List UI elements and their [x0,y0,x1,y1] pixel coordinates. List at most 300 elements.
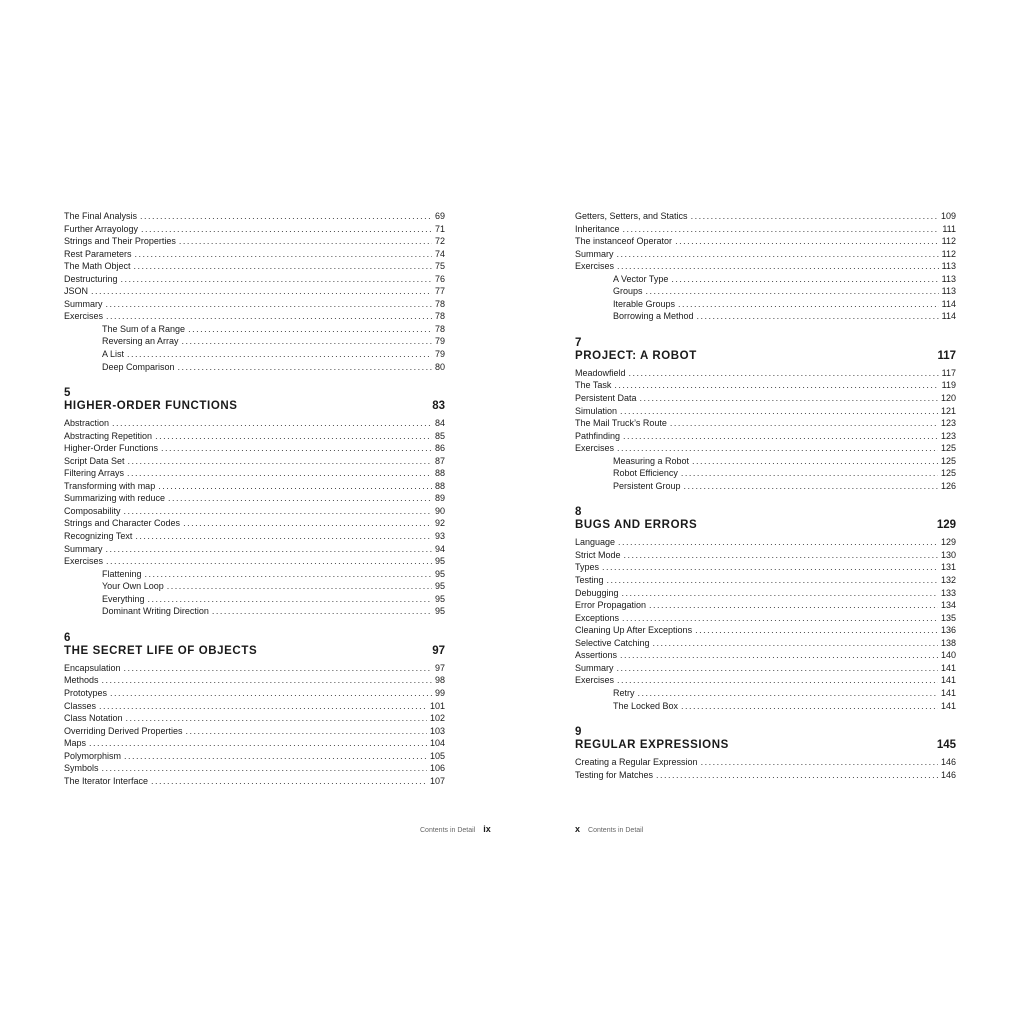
entry-page: 113 [941,261,956,272]
chapter-page: 117 [937,349,956,362]
toc-entry[interactable] [64,260,445,273]
toc-entry[interactable] [64,467,445,480]
toc-entry[interactable] [64,285,445,298]
entry-page: 113 [941,273,956,284]
toc-subentry[interactable] [64,335,445,348]
toc-subentry[interactable] [575,285,956,298]
entry-page: 95 [434,581,445,592]
footer-label: Contents in Detail [420,827,476,834]
toc-entry[interactable] [64,430,445,443]
entry-page: 79 [434,349,445,360]
entry-title: Class Notation [64,713,123,724]
dot-leader [179,235,432,248]
entry-page: 88 [434,468,445,479]
dot-leader [697,310,939,323]
toc-subentry[interactable] [64,361,445,374]
entry-title: The Task [575,380,612,391]
entry-page: 123 [940,418,956,429]
footer-label: Contents in Detail [588,827,644,834]
toc-subentry[interactable] [64,580,445,593]
chapter-heading [64,632,445,658]
entry-page: 141 [940,700,956,711]
toc-entry[interactable] [64,442,445,455]
entry-title: Destructuring [64,273,118,284]
entry-title: Methods [64,675,99,686]
toc-entry[interactable] [64,662,445,675]
entry-page: 69 [434,211,445,221]
entry-page: 85 [434,430,445,441]
toc-entry[interactable] [575,549,956,562]
dot-leader [106,310,432,323]
entry-page: 112 [941,236,956,247]
entry-title: Pathfinding [575,430,621,441]
entry-title: Robot Efficiency [613,468,678,479]
toc-entry[interactable] [575,662,956,675]
toc-subentry[interactable] [575,310,956,323]
entry-title: Summarizing with reduce [64,493,166,504]
chapter-title[interactable]: PROJECT: A ROBOT [575,349,697,362]
left-page-contents [64,210,445,787]
entry-page: 112 [941,248,956,259]
toc-entry[interactable] [64,517,445,530]
dot-leader [151,775,427,788]
dot-leader [695,624,938,637]
toc-subentry[interactable] [575,298,956,311]
dot-leader [134,260,432,273]
entry-page: 125 [940,443,956,454]
toc-entry[interactable] [64,555,445,568]
toc-subentry[interactable] [575,455,956,468]
entry-title: Encapsulation [64,662,121,673]
entry-page: 119 [941,380,956,391]
toc-entry[interactable] [575,379,956,392]
entry-page: 95 [434,556,445,567]
entry-page: 136 [940,625,956,636]
entry-page: 78 [434,298,445,309]
entry-title: Creating a Regular Expression [575,757,698,768]
dot-leader [681,467,938,480]
entry-title: Exercises [575,261,615,272]
toc-entry[interactable] [64,273,445,286]
dot-leader [178,361,432,374]
entry-page: 125 [940,455,956,466]
dot-leader [186,725,427,738]
dot-leader [620,649,938,662]
dot-leader [623,223,940,236]
toc-entry[interactable] [64,455,445,468]
toc-subentry[interactable] [575,273,956,286]
dot-leader [653,637,938,650]
toc-entry[interactable] [64,235,445,248]
dot-leader [678,298,939,311]
dot-leader [623,430,938,443]
right-page-contents [575,210,956,781]
entry-page: 102 [429,713,445,724]
toc-entry[interactable] [575,637,956,650]
entry-page: 95 [434,606,445,617]
entry-page: 134 [940,600,956,611]
dot-leader [183,517,432,530]
dot-leader [607,574,938,587]
entry-page: 130 [940,549,956,560]
toc-entry[interactable] [575,536,956,549]
entry-title: A Vector Type [613,273,669,284]
entry-title: Simulation [575,405,618,416]
dot-leader [99,700,427,713]
entry-page: 78 [434,311,445,322]
entry-title: Summary [64,543,103,554]
dot-leader [691,210,938,223]
toc-entry[interactable] [575,392,956,405]
toc-entry[interactable] [575,769,956,782]
dot-leader [106,555,432,568]
toc-subentry[interactable] [64,323,445,336]
toc-entry[interactable] [575,417,956,430]
chapter-title-row [575,518,956,532]
entry-title: Summary [64,298,103,309]
entry-title: Error Propagation [575,600,647,611]
toc-entry[interactable] [64,248,445,261]
entry-title: The Math Object [64,261,131,272]
entry-title: The Locked Box [613,700,679,711]
dot-leader [127,348,432,361]
entry-page: 95 [434,593,445,604]
entry-title: Reversing an Array [102,336,179,347]
entry-page: 141 [940,675,956,686]
entry-page: 146 [940,757,956,768]
entry-page: 71 [434,223,445,234]
toc-subentry[interactable] [64,605,445,618]
dot-leader [614,379,938,392]
entry-title: Deep Comparison [102,361,175,372]
entry-page: 89 [434,493,445,504]
dot-leader [91,285,432,298]
entry-title: Everything [102,593,145,604]
dot-leader [89,737,427,750]
toc-entry[interactable] [64,223,445,236]
toc-entry[interactable] [575,367,956,380]
entry-page: 133 [940,587,956,598]
entry-page: 121 [940,405,956,416]
entry-page: 107 [429,775,445,786]
toc-entry[interactable] [64,543,445,556]
entry-title: Persistent Data [575,393,637,404]
dot-leader [102,674,432,687]
toc-entry[interactable] [575,674,956,687]
toc-entry[interactable] [64,687,445,700]
entry-page: 86 [434,443,445,454]
entry-title: Groups [613,286,643,297]
entry-title: Maps [64,738,87,749]
toc-entry[interactable] [575,574,956,587]
entry-page: 101 [429,700,445,711]
chapter-page: 97 [432,644,445,657]
dot-leader [106,543,432,556]
toc-subentry[interactable] [64,348,445,361]
entry-title: Inheritance [575,223,620,234]
entry-page: 123 [940,430,956,441]
entry-title: Exercises [575,675,615,686]
entry-page: 77 [434,286,445,297]
entry-title: Rest Parameters [64,248,132,259]
chapter-heading [575,337,956,363]
toc-subentry[interactable] [64,593,445,606]
dot-leader [182,335,432,348]
toc-entry[interactable] [64,750,445,763]
toc-entry[interactable] [64,505,445,518]
entry-page: 87 [434,455,445,466]
toc-entry[interactable] [575,223,956,236]
entry-title: Borrowing a Method [613,311,694,322]
dot-leader [602,561,938,574]
toc-entry[interactable] [575,442,956,455]
dot-leader [124,505,432,518]
entry-page: 138 [940,637,956,648]
chapter-number: 6 [64,631,71,644]
toc-entry[interactable] [64,480,445,493]
entry-title: Abstraction [64,418,110,429]
entry-page: 105 [429,750,445,761]
entry-page: 80 [434,361,445,372]
dot-leader [212,605,432,618]
entry-page: 109 [940,211,956,221]
dot-leader [618,536,938,549]
chapter-number: 9 [575,726,582,739]
entry-page: 90 [434,505,445,516]
entry-page: 129 [940,537,956,548]
toc-entry[interactable] [575,235,956,248]
entry-page: 78 [434,323,445,334]
chapter-title-row [575,349,956,363]
entry-title: Selective Catching [575,637,650,648]
entry-page: 97 [434,662,445,673]
chapter-number: 8 [575,506,582,519]
entry-title: Retry [613,687,635,698]
entry-title: Getters, Setters, and Statics [575,211,688,221]
toc-subentry[interactable] [575,480,956,493]
toc-entry[interactable] [64,700,445,713]
toc-entry[interactable] [575,248,956,261]
dot-leader [141,223,432,236]
dot-leader [671,273,938,286]
toc-entry[interactable] [64,492,445,505]
entry-page: 93 [434,531,445,542]
chapter-title-row [575,738,956,752]
entry-page: 135 [940,612,956,623]
dot-leader [617,260,939,273]
toc-subentry[interactable] [575,467,956,480]
toc-entry[interactable] [575,612,956,625]
entry-page: 92 [434,518,445,529]
dot-leader [684,480,938,493]
dot-leader [640,392,938,405]
entry-title: Strict Mode [575,549,621,560]
dot-leader [656,769,938,782]
toc-entry[interactable] [64,674,445,687]
entry-title: Persistent Group [613,480,681,491]
toc-entry[interactable] [575,210,956,223]
chapter-title[interactable]: THE SECRET LIFE OF OBJECTS [64,644,258,657]
entry-page: 75 [434,261,445,272]
entry-page: 88 [434,480,445,491]
toc-entry[interactable] [575,561,956,574]
entry-title: Higher-Order Functions [64,443,159,454]
entry-title: Iterable Groups [613,298,676,309]
dot-leader [110,687,432,700]
toc-subentry[interactable] [64,568,445,581]
entry-page: 99 [434,687,445,698]
entry-page: 74 [434,248,445,259]
dot-leader [102,762,427,775]
toc-entry[interactable] [575,649,956,662]
chapter-title[interactable]: BUGS AND ERRORS [575,519,698,532]
dot-leader [140,210,432,223]
entry-page: 140 [940,650,956,661]
dot-leader [675,235,939,248]
toc-subentry[interactable] [575,687,956,700]
entry-page: 114 [941,311,956,322]
entry-title: The Mail Truck’s Route [575,418,667,429]
toc-entry[interactable] [575,624,956,637]
entry-page: 120 [940,393,956,404]
entry-page: 125 [940,468,956,479]
dot-leader [681,700,938,713]
dot-leader [124,750,427,763]
right-page-footer [575,824,643,834]
page-folio: ix [483,824,491,834]
left-page-footer [420,824,491,834]
entry-title: Composability [64,505,121,516]
toc-entry[interactable] [575,599,956,612]
toc-entry[interactable] [64,712,445,725]
dot-leader [649,599,938,612]
entry-title: Assertions [575,650,618,661]
dot-leader [145,568,432,581]
dot-leader [692,455,938,468]
entry-title: Strings and Their Properties [64,236,176,247]
entry-title: JSON [64,286,89,297]
entry-page: 117 [941,367,956,378]
entry-title: Testing for Matches [575,769,654,780]
entry-page: 76 [434,273,445,284]
dot-leader [161,442,432,455]
toc-entry[interactable] [64,310,445,323]
toc-entry[interactable] [64,775,445,788]
chapter-number: 7 [575,336,582,349]
entry-page: 113 [941,286,956,297]
entry-page: 94 [434,543,445,554]
dot-leader [617,674,938,687]
entry-title: Language [575,537,616,548]
toc-entry[interactable] [575,430,956,443]
toc-entry[interactable] [64,417,445,430]
dot-leader [188,323,432,336]
entry-title: Exercises [64,311,104,322]
dot-leader [670,417,938,430]
entry-title: Types [575,562,600,573]
toc-entry[interactable] [64,530,445,543]
chapter-heading [575,726,956,752]
entry-title: The Sum of a Range [102,323,186,334]
entry-title: Abstracting Repetition [64,430,153,441]
entry-title: Polymorphism [64,750,122,761]
entry-title: Debugging [575,587,619,598]
entry-title: Further Arrayology [64,223,139,234]
dot-leader [617,662,938,675]
chapter-title-row [64,644,445,658]
entry-page: 95 [434,568,445,579]
entry-title: Recognizing Text [64,531,133,542]
entry-title: Cleaning Up After Exceptions [575,625,693,636]
entry-page: 132 [940,575,956,586]
entry-title: Transforming with map [64,480,156,491]
entry-title: The Final Analysis [64,211,138,221]
dot-leader [624,549,938,562]
toc-entry[interactable] [575,260,956,273]
entry-page: 103 [429,725,445,736]
chapter-heading [575,506,956,532]
chapter-page: 129 [936,519,956,532]
toc-entry[interactable] [575,756,956,769]
entry-page: 98 [434,675,445,686]
entry-title: Strings and Character Codes [64,518,181,529]
dot-leader [135,530,432,543]
toc-entry[interactable] [64,762,445,775]
entry-title: Filtering Arrays [64,468,125,479]
entry-page: 111 [942,223,956,234]
entry-title: Dominant Writing Direction [102,606,209,617]
chapter-page: 83 [432,400,445,413]
chapter-title-row [64,399,445,413]
entry-title: Meadowfield [575,367,626,378]
entry-page: 104 [429,738,445,749]
dot-leader [158,480,432,493]
dot-leader [112,417,432,430]
entry-title: Summary [575,248,614,259]
dot-leader [126,712,427,725]
entry-title: Flattening [102,568,142,579]
toc-entry[interactable] [64,725,445,738]
dot-leader [148,593,432,606]
entry-page: 72 [434,236,445,247]
entry-title: The instanceof Operator [575,236,673,247]
toc-entry[interactable] [575,405,956,418]
entry-page: 141 [940,687,956,698]
dot-leader [622,587,938,600]
entry-title: Summary [575,662,614,673]
dot-leader [620,405,938,418]
toc-subentry[interactable] [575,700,956,713]
entry-title: Exercises [64,556,104,567]
entry-page: 126 [940,480,956,491]
entry-title: Testing [575,575,604,586]
toc-entry[interactable] [64,737,445,750]
chapter-title[interactable]: HIGHER-ORDER FUNCTIONS [64,400,238,413]
toc-entry[interactable] [64,298,445,311]
toc-entry[interactable] [575,587,956,600]
entry-page: 114 [941,298,956,309]
dot-leader [646,285,939,298]
toc-entry[interactable] [64,210,445,223]
chapter-title[interactable]: REGULAR EXPRESSIONS [575,739,729,752]
entry-title: Overriding Derived Properties [64,725,183,736]
page-folio: x [575,824,581,834]
dot-leader [127,467,432,480]
chapter-page: 145 [936,739,956,752]
chapter-number: 5 [64,387,71,400]
dot-leader [106,298,432,311]
dot-leader [622,612,938,625]
